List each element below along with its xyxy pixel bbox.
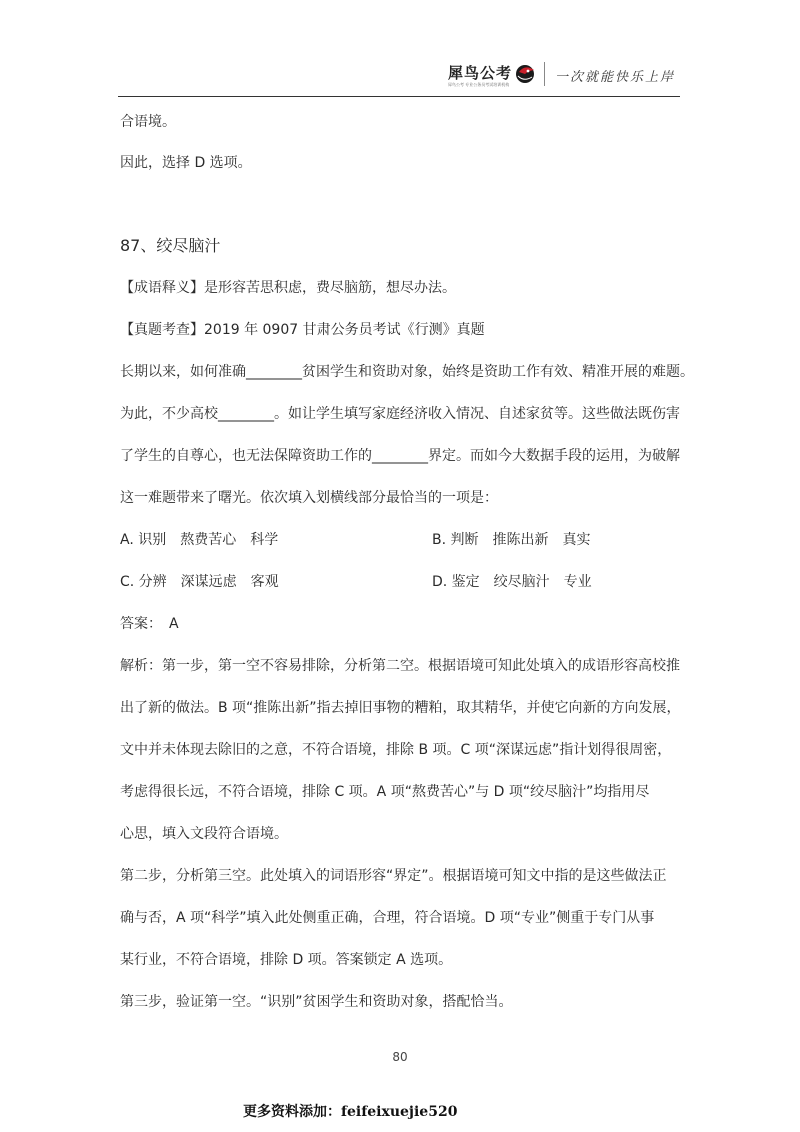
- analysis-line: 考虑得很长远，不符合语境，排除 C 项。A 项“熬费苦心”与 D 项“绞尽脑汁”均指用尽: [120, 784, 650, 800]
- brand-subtitle: 犀鸟公考 专业公务员考试培训机构: [448, 82, 510, 87]
- question-stem-line: 了学生的自尊心，也无法保障资助工作的________界定。而如今大数据手段的运用，为破解: [120, 448, 680, 464]
- header-rule: [118, 96, 680, 97]
- question-stem-line: 长期以来，如何准确________贫困学生和资助对象，始终是资助工作有效、精准开展的难题。: [120, 364, 694, 380]
- option-c: C. 分辨 深谋远虑 客观: [120, 574, 279, 590]
- option-d: D. 鉴定 绞尽脑汁 专业: [432, 574, 592, 590]
- option-b: B. 判断 推陈出新 真实: [432, 532, 591, 548]
- analysis-line: 文中并未体现去除旧的之意，不符合语境，排除 B 项。C 项“深谋远虑”指计划得很周密，: [120, 742, 672, 758]
- analysis-line: 第二步，分析第三空。此处填入的词语形容“界定”。根据语境可知文中指的是这些做法正: [120, 868, 667, 884]
- analysis-line: 心思，填入文段符合语境。: [120, 826, 288, 842]
- analysis-line: 解析：第一步，第一空不容易排除，分析第二空。根据语境可知此处填入的成语形容高校推: [120, 658, 680, 674]
- analysis-line: 第三步，验证第一空。“识别”贫困学生和资助对象，搭配恰当。: [120, 994, 513, 1010]
- page-header: [118, 58, 680, 98]
- brand: [448, 62, 675, 86]
- analysis-line: 出了新的做法。B 项“推陈出新”指去掉旧事物的糟粕，取其精华，并使它向新的方向发展，: [120, 700, 681, 716]
- slogan: 一次就能快乐上岸: [555, 70, 676, 85]
- question-stem-line: 这一难题带来了曙光。依次填入划横线部分最恰当的一项是：: [120, 490, 498, 506]
- question-stem-line: 为此，不少高校________。如让学生填写家庭经济收入情况、自述家贫等。这些做法既伤害: [120, 406, 680, 422]
- answer: 答案： A: [120, 616, 179, 632]
- footer-note: 更多资料添加：feifeixuejie520: [243, 1104, 458, 1120]
- idiom-definition: 【成语释义】是形容苦思积虑，费尽脑筋，想尽办法。: [120, 280, 456, 296]
- analysis-line: 确与否，A 项“科学”填入此处侧重正确，合理，符合语境。D 项“专业”侧重于专门从事: [120, 910, 655, 926]
- analysis-line: 某行业，不符合语境，排除 D 项。答案锁定 A 选项。: [120, 952, 453, 968]
- question-source: 【真题考查】2019 年 0907 甘肃公务员考试《行测》真题: [120, 322, 485, 338]
- brand-name: 犀鸟公考: [448, 64, 513, 82]
- text-line: 合语境。: [120, 114, 176, 130]
- hornbill-logo-icon: [514, 62, 536, 84]
- page-number: 80: [392, 1050, 408, 1064]
- option-a: A. 识别 熬费苦心 科学: [120, 532, 279, 548]
- brand-divider: [544, 62, 545, 86]
- text-line: 因此，选择 D 选项。: [120, 155, 252, 171]
- question-title: 87、绞尽脑汁: [120, 236, 221, 255]
